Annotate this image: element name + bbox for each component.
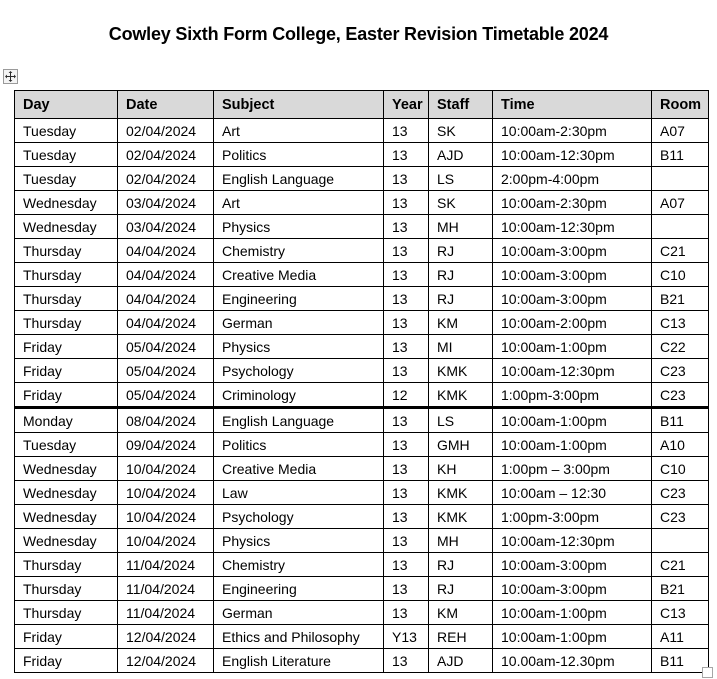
- cell-year: 13: [384, 577, 429, 601]
- cell-staff: RJ: [429, 239, 493, 263]
- cell-room: C13: [652, 311, 709, 335]
- cell-date: 04/04/2024: [118, 311, 214, 335]
- cell-date: 08/04/2024: [118, 408, 214, 433]
- cell-subject: Creative Media: [214, 457, 384, 481]
- cell-subject: Psychology: [214, 505, 384, 529]
- cell-year: 13: [384, 167, 429, 191]
- cell-room: A07: [652, 119, 709, 143]
- cell-year: 13: [384, 505, 429, 529]
- cell-time: 10:00am-2:30pm: [493, 119, 652, 143]
- cell-date: 04/04/2024: [118, 239, 214, 263]
- cell-room: C10: [652, 263, 709, 287]
- table-row: [15, 529, 709, 553]
- cell-subject: Engineering: [214, 577, 384, 601]
- cell-staff: KH: [429, 457, 493, 481]
- cell-room: A10: [652, 433, 709, 457]
- cell-time: 10:00am-1:00pm: [493, 625, 652, 649]
- cell-year: 13: [384, 143, 429, 167]
- cell-date: 04/04/2024: [118, 287, 214, 311]
- cell-day: Wednesday: [15, 481, 118, 505]
- cell-room: [652, 529, 709, 553]
- column-header-day: Day: [15, 91, 118, 119]
- cell-day: Wednesday: [15, 457, 118, 481]
- cell-time: 10:00am-12:30pm: [493, 143, 652, 167]
- cell-day: Friday: [15, 359, 118, 383]
- cell-staff: AJD: [429, 143, 493, 167]
- cell-staff: MH: [429, 215, 493, 239]
- cell-staff: RJ: [429, 577, 493, 601]
- cell-date: 10/04/2024: [118, 481, 214, 505]
- cell-time: 10:00am-1:00pm: [493, 601, 652, 625]
- column-header-time: Time: [493, 91, 652, 119]
- cell-time: 1:00pm-3:00pm: [493, 383, 652, 408]
- cell-year: 13: [384, 553, 429, 577]
- cell-subject: English Literature: [214, 649, 384, 673]
- cell-year: 13: [384, 457, 429, 481]
- cell-time: 10:00am-3:00pm: [493, 577, 652, 601]
- cell-day: Friday: [15, 335, 118, 359]
- cell-subject: Criminology: [214, 383, 384, 408]
- table-row: [15, 215, 709, 239]
- cell-date: 09/04/2024: [118, 433, 214, 457]
- cell-year: 13: [384, 481, 429, 505]
- cell-subject: Art: [214, 191, 384, 215]
- revision-timetable: [14, 90, 709, 673]
- cell-room: B11: [652, 408, 709, 433]
- cell-room: C21: [652, 553, 709, 577]
- table-move-handle-icon[interactable]: [3, 69, 18, 84]
- table-row: [15, 408, 709, 433]
- cell-room: [652, 167, 709, 191]
- cell-subject: Law: [214, 481, 384, 505]
- table-row: [15, 119, 709, 143]
- cell-date: 11/04/2024: [118, 577, 214, 601]
- cell-room: C23: [652, 481, 709, 505]
- cell-staff: RJ: [429, 263, 493, 287]
- cell-year: 13: [384, 263, 429, 287]
- cell-date: 10/04/2024: [118, 529, 214, 553]
- cell-subject: Physics: [214, 529, 384, 553]
- cell-room: B11: [652, 649, 709, 673]
- cell-staff: LS: [429, 167, 493, 191]
- cell-staff: GMH: [429, 433, 493, 457]
- cell-date: 12/04/2024: [118, 649, 214, 673]
- cell-date: 11/04/2024: [118, 601, 214, 625]
- cell-year: 13: [384, 239, 429, 263]
- cell-date: 05/04/2024: [118, 335, 214, 359]
- cell-room: C13: [652, 601, 709, 625]
- cell-time: 10:00am-1:00pm: [493, 335, 652, 359]
- cell-time: 10:00am-1:00pm: [493, 408, 652, 433]
- cell-room: A11: [652, 625, 709, 649]
- cell-subject: Psychology: [214, 359, 384, 383]
- cell-day: Tuesday: [15, 119, 118, 143]
- cell-time: 1:00pm-3:00pm: [493, 505, 652, 529]
- cell-staff: KMK: [429, 481, 493, 505]
- table-row: [15, 143, 709, 167]
- cell-subject: Art: [214, 119, 384, 143]
- cell-day: Thursday: [15, 553, 118, 577]
- cell-day: Thursday: [15, 287, 118, 311]
- cell-day: Thursday: [15, 601, 118, 625]
- cell-time: 10:00am-2:30pm: [493, 191, 652, 215]
- cell-date: 03/04/2024: [118, 215, 214, 239]
- four-way-arrow-icon: [5, 71, 16, 82]
- table-row: [15, 625, 709, 649]
- table-row: [15, 359, 709, 383]
- cell-day: Monday: [15, 408, 118, 433]
- cell-staff: KMK: [429, 359, 493, 383]
- cell-time: 10:00am-2:00pm: [493, 311, 652, 335]
- table-row: [15, 335, 709, 359]
- cell-day: Wednesday: [15, 215, 118, 239]
- cell-day: Tuesday: [15, 143, 118, 167]
- cell-year: 13: [384, 119, 429, 143]
- column-header-year: Year: [384, 91, 429, 119]
- cell-time: 10:00am-12:30pm: [493, 529, 652, 553]
- cell-year: 13: [384, 287, 429, 311]
- cell-day: Thursday: [15, 263, 118, 287]
- cell-year: 13: [384, 529, 429, 553]
- table-row: [15, 649, 709, 673]
- cell-year: 13: [384, 215, 429, 239]
- cell-time: 2:00pm-4:00pm: [493, 167, 652, 191]
- table-resize-handle-icon[interactable]: [702, 667, 713, 678]
- cell-subject: German: [214, 601, 384, 625]
- cell-date: 12/04/2024: [118, 625, 214, 649]
- table-row: [15, 481, 709, 505]
- cell-room: [652, 215, 709, 239]
- cell-staff: LS: [429, 408, 493, 433]
- cell-date: 05/04/2024: [118, 383, 214, 408]
- cell-staff: RJ: [429, 553, 493, 577]
- cell-staff: AJD: [429, 649, 493, 673]
- table-header: [15, 91, 709, 119]
- cell-subject: Ethics and Philosophy: [214, 625, 384, 649]
- cell-year: 13: [384, 408, 429, 433]
- table-row: [15, 311, 709, 335]
- cell-room: C23: [652, 359, 709, 383]
- cell-subject: Chemistry: [214, 553, 384, 577]
- cell-room: A07: [652, 191, 709, 215]
- cell-time: 10:00am-12:30pm: [493, 359, 652, 383]
- cell-year: 13: [384, 311, 429, 335]
- cell-year: 13: [384, 191, 429, 215]
- cell-time: 10:00am-3:00pm: [493, 287, 652, 311]
- table-row: [15, 505, 709, 529]
- table-row: [15, 167, 709, 191]
- cell-time: 10.00am-12.30pm: [493, 649, 652, 673]
- cell-year: 12: [384, 383, 429, 408]
- cell-day: Friday: [15, 625, 118, 649]
- cell-room: B11: [652, 143, 709, 167]
- cell-room: B21: [652, 577, 709, 601]
- table-row: [15, 263, 709, 287]
- cell-subject: English Language: [214, 408, 384, 433]
- cell-subject: Politics: [214, 143, 384, 167]
- cell-subject: Engineering: [214, 287, 384, 311]
- cell-date: 02/04/2024: [118, 143, 214, 167]
- cell-time: 10:00am – 12:30: [493, 481, 652, 505]
- cell-year: 13: [384, 649, 429, 673]
- cell-day: Tuesday: [15, 433, 118, 457]
- cell-room: C21: [652, 239, 709, 263]
- cell-subject: Chemistry: [214, 239, 384, 263]
- table-row: [15, 191, 709, 215]
- cell-time: 10:00am-3:00pm: [493, 263, 652, 287]
- cell-room: C10: [652, 457, 709, 481]
- cell-staff: KM: [429, 601, 493, 625]
- cell-staff: KMK: [429, 505, 493, 529]
- table-row: [15, 239, 709, 263]
- cell-staff: SK: [429, 191, 493, 215]
- cell-year: 13: [384, 359, 429, 383]
- cell-staff: SK: [429, 119, 493, 143]
- cell-year: 13: [384, 335, 429, 359]
- table-row: [15, 601, 709, 625]
- cell-date: 10/04/2024: [118, 457, 214, 481]
- cell-time: 1:00pm – 3:00pm: [493, 457, 652, 481]
- column-header-room: Room: [652, 91, 709, 119]
- cell-staff: MI: [429, 335, 493, 359]
- cell-staff: RJ: [429, 287, 493, 311]
- table-row: [15, 433, 709, 457]
- cell-date: 02/04/2024: [118, 167, 214, 191]
- cell-date: 04/04/2024: [118, 263, 214, 287]
- cell-room: C23: [652, 505, 709, 529]
- cell-time: 10:00am-3:00pm: [493, 239, 652, 263]
- table-row: [15, 577, 709, 601]
- header-row: [15, 91, 709, 119]
- column-header-subject: Subject: [214, 91, 384, 119]
- cell-subject: German: [214, 311, 384, 335]
- cell-date: 03/04/2024: [118, 191, 214, 215]
- table-row: [15, 553, 709, 577]
- cell-date: 05/04/2024: [118, 359, 214, 383]
- cell-time: 10:00am-12:30pm: [493, 215, 652, 239]
- cell-day: Wednesday: [15, 529, 118, 553]
- cell-day: Tuesday: [15, 167, 118, 191]
- column-header-staff: Staff: [429, 91, 493, 119]
- cell-day: Thursday: [15, 577, 118, 601]
- page-title: Cowley Sixth Form College, Easter Revision Timetable 2024: [108, 24, 609, 44]
- cell-subject: Physics: [214, 215, 384, 239]
- cell-room: C23: [652, 383, 709, 408]
- cell-day: Thursday: [15, 239, 118, 263]
- cell-day: Friday: [15, 649, 118, 673]
- cell-subject: English Language: [214, 167, 384, 191]
- column-header-date: Date: [118, 91, 214, 119]
- cell-year: Y13: [384, 625, 429, 649]
- cell-staff: KMK: [429, 383, 493, 408]
- cell-room: C22: [652, 335, 709, 359]
- cell-day: Wednesday: [15, 505, 118, 529]
- cell-year: 13: [384, 433, 429, 457]
- cell-subject: Politics: [214, 433, 384, 457]
- cell-date: 02/04/2024: [118, 119, 214, 143]
- cell-staff: KM: [429, 311, 493, 335]
- cell-subject: Physics: [214, 335, 384, 359]
- table-body: [15, 119, 709, 673]
- cell-time: 10:00am-1:00pm: [493, 433, 652, 457]
- table-row: [15, 457, 709, 481]
- cell-date: 10/04/2024: [118, 505, 214, 529]
- cell-time: 10:00am-3:00pm: [493, 553, 652, 577]
- table-row: [15, 383, 709, 408]
- cell-year: 13: [384, 601, 429, 625]
- table-row: [15, 287, 709, 311]
- cell-subject: Creative Media: [214, 263, 384, 287]
- cell-staff: MH: [429, 529, 493, 553]
- cell-day: Friday: [15, 383, 118, 408]
- cell-day: Wednesday: [15, 191, 118, 215]
- cell-date: 11/04/2024: [118, 553, 214, 577]
- cell-day: Thursday: [15, 311, 118, 335]
- cell-room: B21: [652, 287, 709, 311]
- cell-staff: REH: [429, 625, 493, 649]
